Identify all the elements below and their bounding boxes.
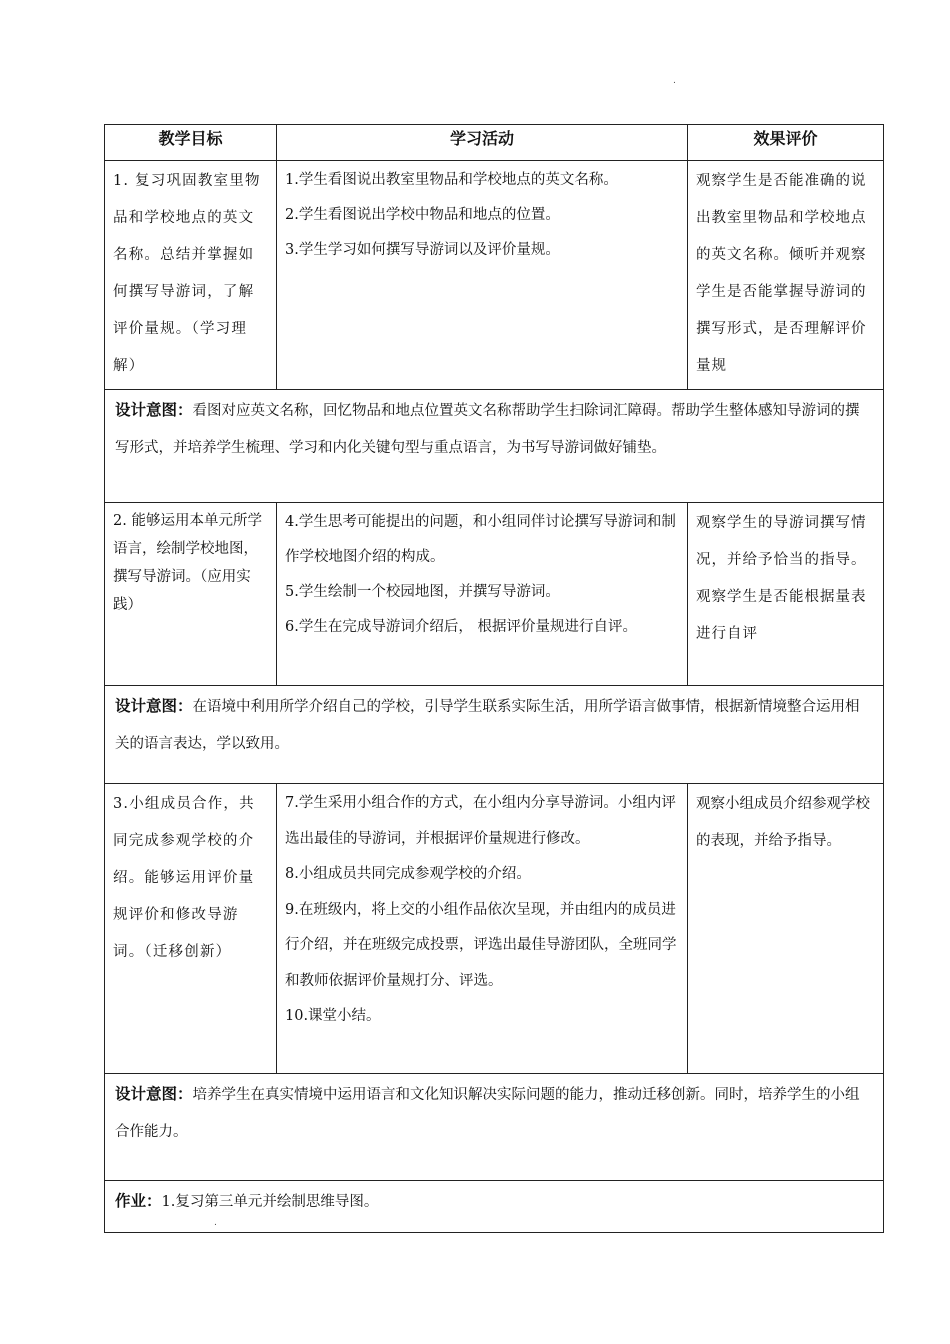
- activity-item: 8.小组成员共同完成参观学校的介绍。: [285, 866, 531, 882]
- activity-item: 5.学生绘制一个校园地图，并撰写导游词。: [285, 584, 560, 600]
- design-intent-label: 设计意图：: [115, 1085, 193, 1103]
- activity-item: 6.学生在完成导游词介绍后， 根据评价量规进行自评。: [285, 619, 637, 635]
- goal-cell-1: 1. 复习巩固教室里物品和学校地点的英文名称。总结并掌握如何撰写导游词，了解评价量规。（学习理解）: [105, 161, 277, 390]
- lesson-plan-table: [104, 124, 884, 1233]
- header-activities: 学习活动: [277, 125, 688, 161]
- design-intent-label: 设计意图：: [115, 401, 193, 419]
- activity-item: 3.学生学习如何撰写导游词以及评价量规。: [285, 242, 560, 258]
- homework-label: 作业：: [115, 1192, 162, 1210]
- evaluation-cell-2: 观察学生的导游词撰写情况，并给予恰当的指导。观察学生是否能根据量表进行自评: [688, 503, 884, 686]
- evaluation-cell-3: 观察小组成员介绍参观学校的表现，并给予指导。: [688, 784, 884, 1074]
- evaluation-cell-1: 观察学生是否能准确的说出教室里物品和学校地点的英文名称。倾听并观察学生是否能掌握导游词的撰写形式，是否理解评价量规: [688, 161, 884, 390]
- homework-row: [105, 1181, 884, 1233]
- activities-cell-1: [277, 161, 688, 390]
- homework-text: 1.复习第三单元并绘制思维导图。: [161, 1194, 379, 1210]
- activity-item: 7.学生采用小组合作的方式，在小组内分享导游词。小组内评选出最佳的导游词，并根据评价量规进行修改。: [285, 795, 676, 847]
- design-intent-cell-3: [105, 1074, 884, 1181]
- header-evaluation: 效果评价: [688, 125, 884, 161]
- table-row: [105, 503, 884, 686]
- activities-cell-2: [277, 503, 688, 686]
- top-dot-mark: .: [673, 76, 676, 86]
- activity-item: 10.课堂小结。: [285, 1008, 381, 1024]
- design-intent-row: [105, 1074, 884, 1181]
- bottom-dot-mark: .: [214, 1218, 217, 1228]
- homework-cell: [105, 1181, 884, 1233]
- table-row: [105, 784, 884, 1074]
- activity-item: 9.在班级内，将上交的小组作品依次呈现，并由组内的成员进行介绍，并在班级完成投票，评选出最佳导游团队，全班同学和教师依据评价量规打分、评选。: [285, 901, 677, 989]
- design-intent-cell-1: [105, 390, 884, 503]
- table-header-row: [105, 125, 884, 161]
- table-row: [105, 161, 884, 390]
- activities-cell-3: [277, 784, 688, 1074]
- header-goals: 教学目标: [105, 125, 277, 161]
- goal-cell-3: 3.小组成员合作，共同完成参观学校的介绍。能够运用评价量规评价和修改导游词。（迁移创新）: [105, 784, 277, 1074]
- design-intent-text: 培养学生在真实情境中运用语言和文化知识解决实际问题的能力，推动迁移创新。同时，培养学生的小组合作能力。: [115, 1087, 860, 1140]
- activity-item: 4.学生思考可能提出的问题，和小组同伴讨论撰写导游词和制作学校地图介绍的构成。: [285, 514, 676, 565]
- design-intent-cell-2: [105, 686, 884, 784]
- design-intent-row: [105, 686, 884, 784]
- goal-cell-2: 2. 能够运用本单元所学语言，绘制学校地图，撰写导游词。（应用实践）: [105, 503, 277, 686]
- design-intent-text: 在语境中利用所学介绍自己的学校，引导学生联系实际生活，用所学语言做事情，根据新情境整合运用相关的语言表达，学以致用。: [115, 699, 860, 752]
- activity-item: 1.学生看图说出教室里物品和学校地点的英文名称。: [285, 172, 618, 188]
- design-intent-row: [105, 390, 884, 503]
- design-intent-label: 设计意图：: [115, 697, 193, 715]
- activity-item: 2.学生看图说出学校中物品和地点的位置。: [285, 207, 560, 223]
- design-intent-text: 看图对应英文名称，回忆物品和地点位置英文名称帮助学生扫除词汇障碍。帮助学生整体感知导游词的撰写形式，并培养学生梳理、学习和内化关键句型与重点语言，为书写导游词做好铺垫。: [115, 403, 860, 456]
